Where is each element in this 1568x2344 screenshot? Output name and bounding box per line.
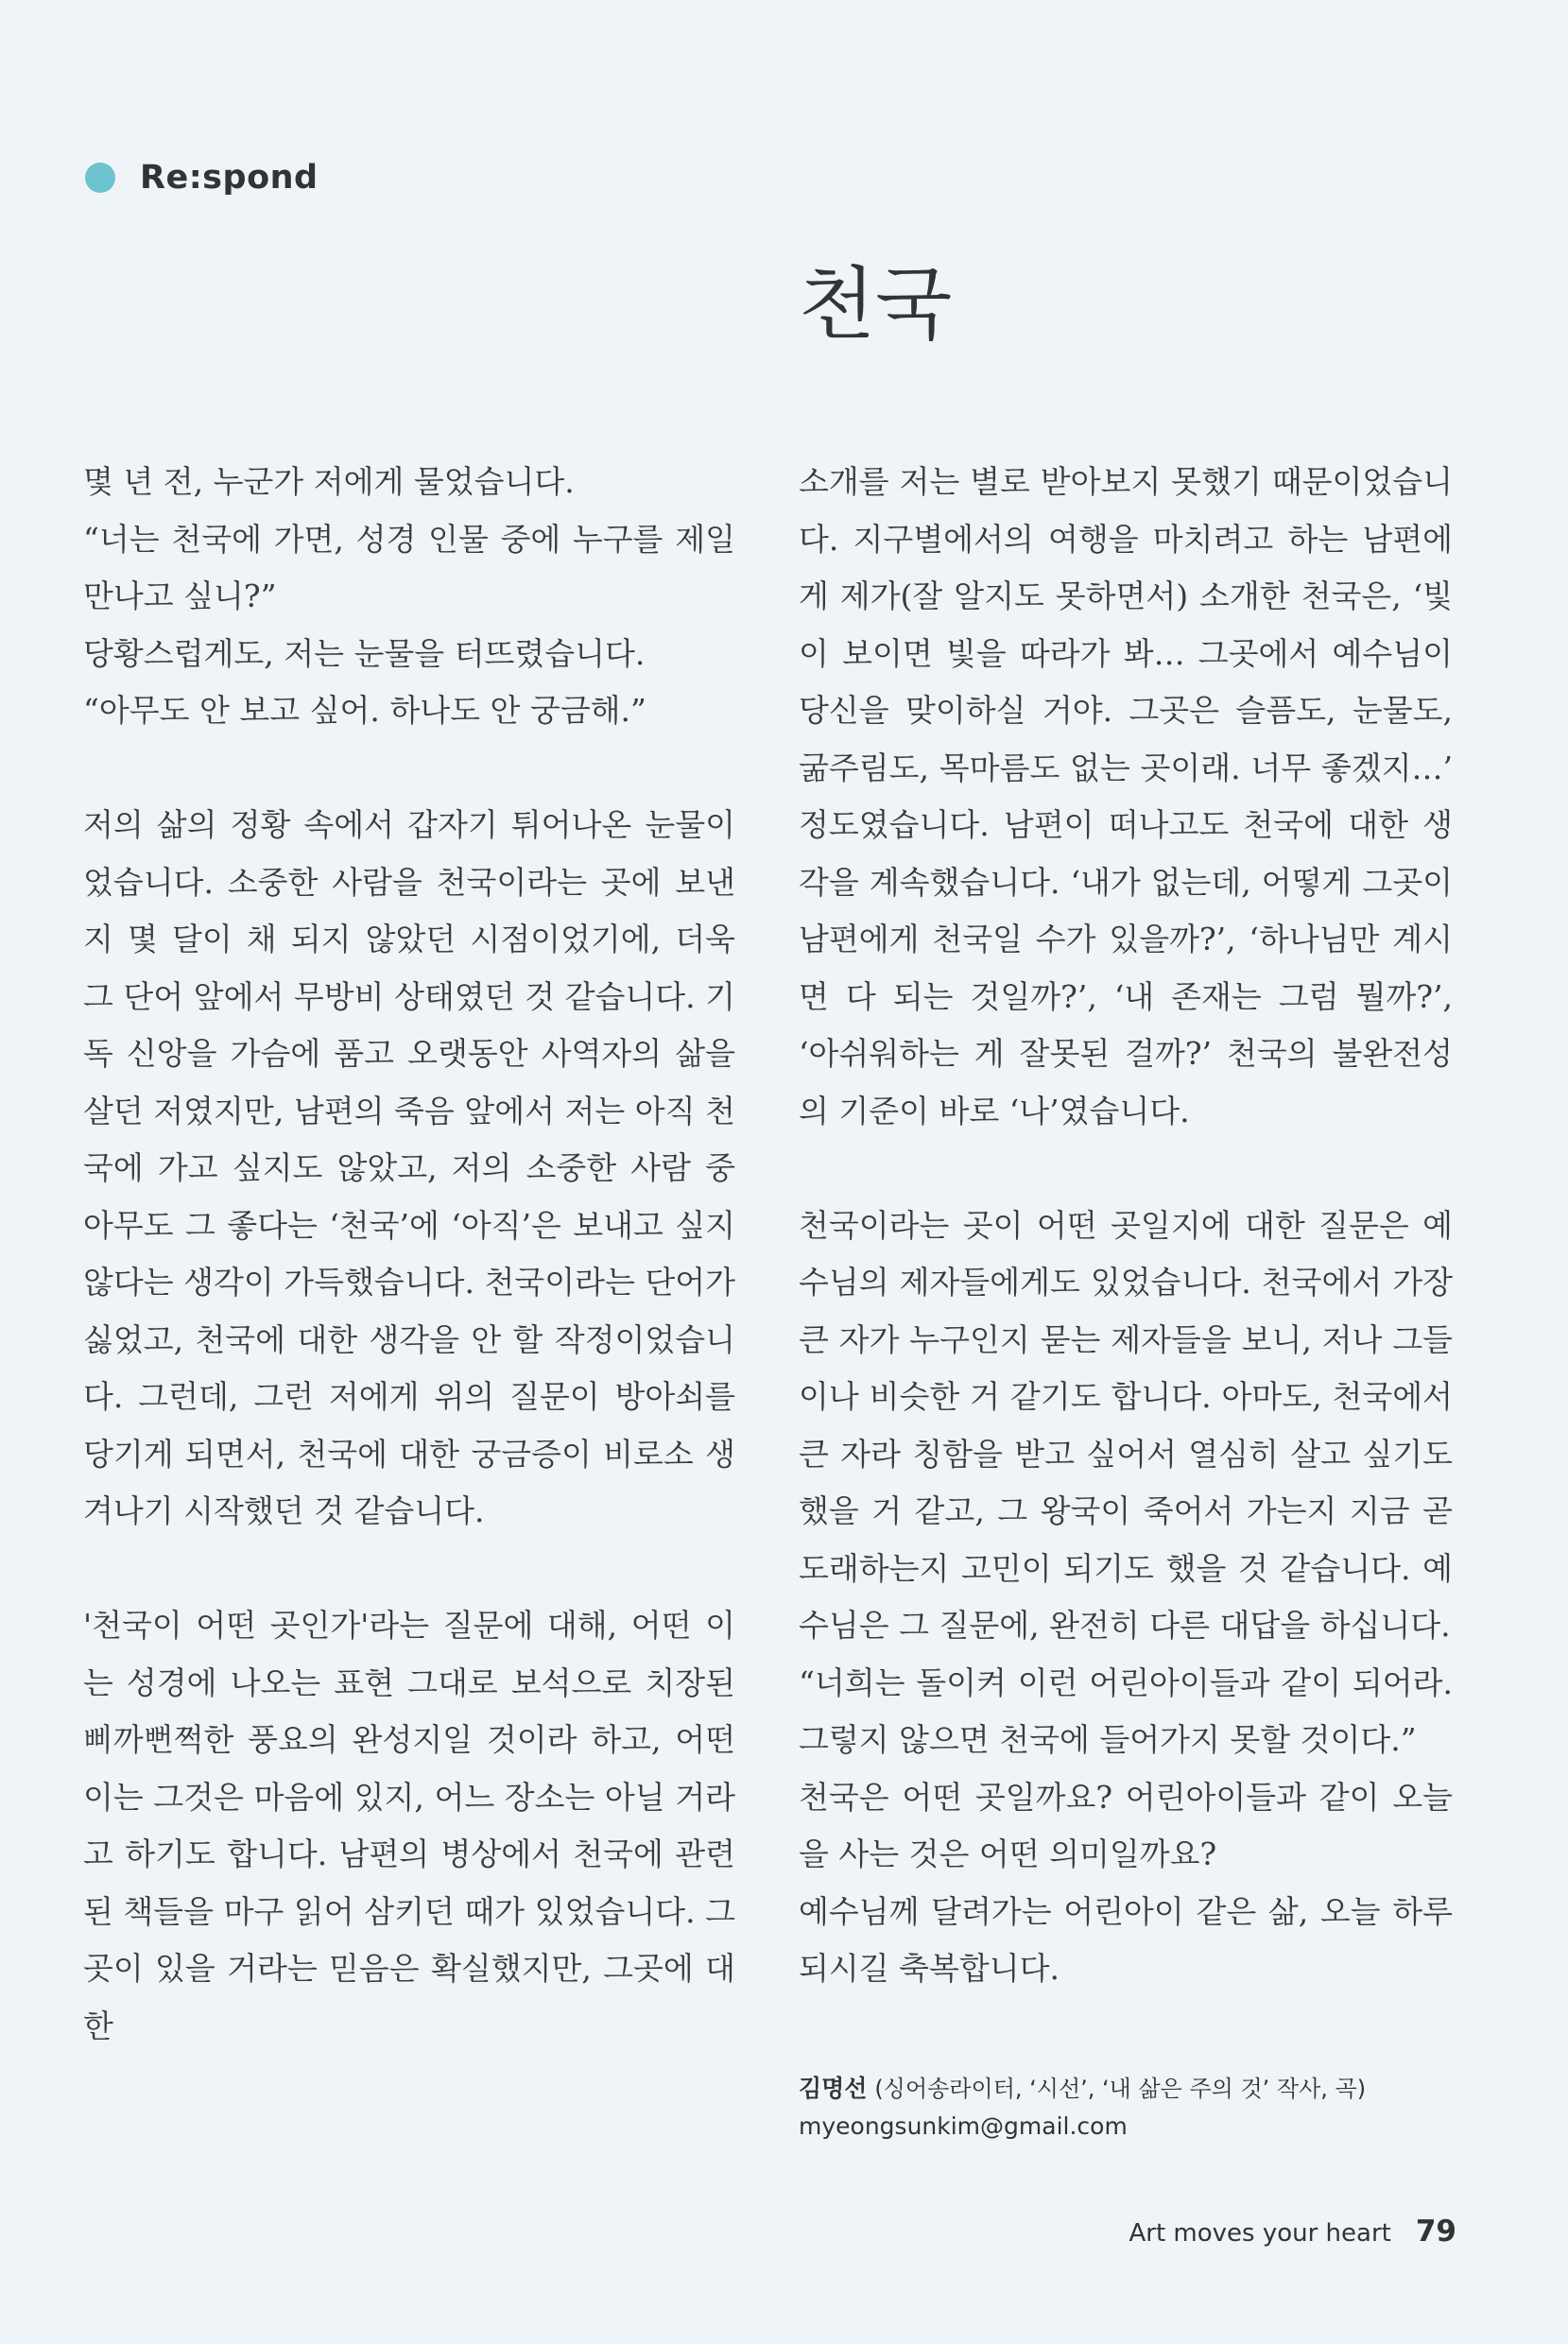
text-line: 천국은 어떤 곳일까요? 어린아이들과 같이 오늘을 사는 것은 어떤 의미일까요? bbox=[799, 1778, 1453, 1872]
author-block bbox=[799, 2070, 1366, 2146]
text-line: 소개를 저는 별로 받아보지 못했기 때문이었습니다. 지구별에서의 여행을 마치려고 하는 남편에게 제가(잘 알지도 못하면서) 소개한 천국은, ‘빛이 보이면 빛을 따라가 봐… 그곳에서 예수님이 당신을 맞이하실 거야. 그곳은 슬픔도, 눈물도, 굶주림도, 목마름도 없는 곳이래. 너무 좋겠지…’ 정도였습니다. 남편이 떠나고도 천국에 대한 생각을 계속했습니다. ‘내가 없는데, 어떻게 그곳이 남편에게 천국일 수가 있을까?’, ‘하나님만 계시면 다 되는 것일까?’, ‘내 존재는 그럼 뭘까?’, ‘아쉬워하는 게 잘못된 걸까?’ 천국의 불완전성의 기준이 바로 ‘나’였습니다. bbox=[799, 463, 1453, 1129]
right-column bbox=[799, 454, 1453, 1998]
text-line: 당황스럽게도, 저는 눈물을 터뜨렸습니다. bbox=[83, 634, 646, 672]
text-line: 저의 삶의 정황 속에서 갑자기 튀어나온 눈물이었습니다. 소중한 사람을 천국이라는 곳에 보낸 지 몇 달이 채 되지 않았던 시점이었기에, 더욱 그 단어 앞에서 무방비 상태였던 것 같습니다. 기독 신앙을 가슴에 품고 오랫동안 사역자의 삶을 살던 저였지만, 남편의 죽음 앞에서 저는 아직 천국에 가고 싶지도 않았고, 저의 소중한 사람 중 아무도 그 좋다는 ‘천국’에 ‘아직’은 보내고 싶지 않다는 생각이 가득했습니다. 천국이라는 단어가 싫었고, 천국에 대한 생각을 안 할 작정이었습니다. 그런데, 그런 저에게 위의 질문이 방아쇠를 당기게 되면서, 천국에 대한 궁금증이 비로소 생겨나기 시작했던 것 같습니다. bbox=[83, 806, 736, 1529]
author-email: myeongsunkim@gmail.com bbox=[799, 2112, 1128, 2140]
text-line: 몇 년 전, 누군가 저에게 물었습니다. bbox=[83, 463, 575, 500]
paragraph bbox=[83, 1597, 735, 2055]
author-line bbox=[799, 2070, 1366, 2108]
footer-tagline: Art moves your heart bbox=[1129, 2219, 1391, 2248]
left-column bbox=[83, 454, 735, 2055]
paragraph bbox=[799, 1198, 1453, 1998]
paragraph bbox=[83, 454, 735, 740]
author-name: 김명선 bbox=[799, 2075, 868, 2102]
paragraph bbox=[83, 797, 735, 1541]
page-footer bbox=[1129, 2215, 1456, 2249]
page-number: 79 bbox=[1415, 2215, 1456, 2249]
article-title: 천국 bbox=[799, 258, 953, 351]
bullet-dot-icon bbox=[85, 163, 115, 193]
text-line: “아무도 안 보고 싶어. 하나도 안 궁금해.” bbox=[83, 692, 646, 729]
paragraph bbox=[799, 454, 1453, 1140]
text-line: 예수님께 달려가는 어린아이 같은 삶, 오늘 하루 되시길 축복합니다. bbox=[799, 1892, 1453, 1987]
author-role: (싱어송라이터, ‘시선’, ‘내 삶은 주의 것’ 작사, 곡) bbox=[874, 2076, 1367, 2102]
quote-line: “너희는 돌이켜 이런 어린아이들과 같이 되어라. 그렇지 않으면 천국에 들어가지 못할 것이다.” bbox=[799, 1663, 1453, 1758]
text-line: 천국이라는 곳이 어떤 곳일지에 대한 질문은 예수님의 제자들에게도 있었습니다. 천국에서 가장 큰 자가 누구인지 묻는 제자들을 보니, 저나 그들이나 비슷한 거 같기도 합니다. 아마도, 천국에서 큰 자라 칭함을 받고 싶어서 열심히 살고 싶기도 했을 거 같고, 그 왕국이 죽어서 가는지 지금 곧 도래하는지 고민이 되기도 했을 것 같습니다. 예수님은 그 질문에, 완전히 다른 대답을 하십니다. bbox=[799, 1206, 1453, 1644]
section-label: Re:spond bbox=[140, 159, 319, 197]
text-line: '천국이 어떤 곳인가'라는 질문에 대해, 어떤 이는 성경에 나오는 표현 그대로 보석으로 치장된 삐까뻔쩍한 풍요의 완성지일 것이라 하고, 어떤 이는 그것은 마음에 있지, 어느 장소는 아닐 거라고 하기도 합니다. 남편의 병상에서 천국에 관련된 책들을 마구 읽어 삼키던 때가 있었습니다. 그곳이 있을 거라는 믿음은 확실했지만, 그곳에 대한 bbox=[83, 1607, 735, 2044]
section-tag bbox=[85, 159, 319, 197]
text-line: “너는 천국에 가면, 성경 인물 중에 누구를 제일 만나고 싶니?” bbox=[83, 520, 735, 614]
